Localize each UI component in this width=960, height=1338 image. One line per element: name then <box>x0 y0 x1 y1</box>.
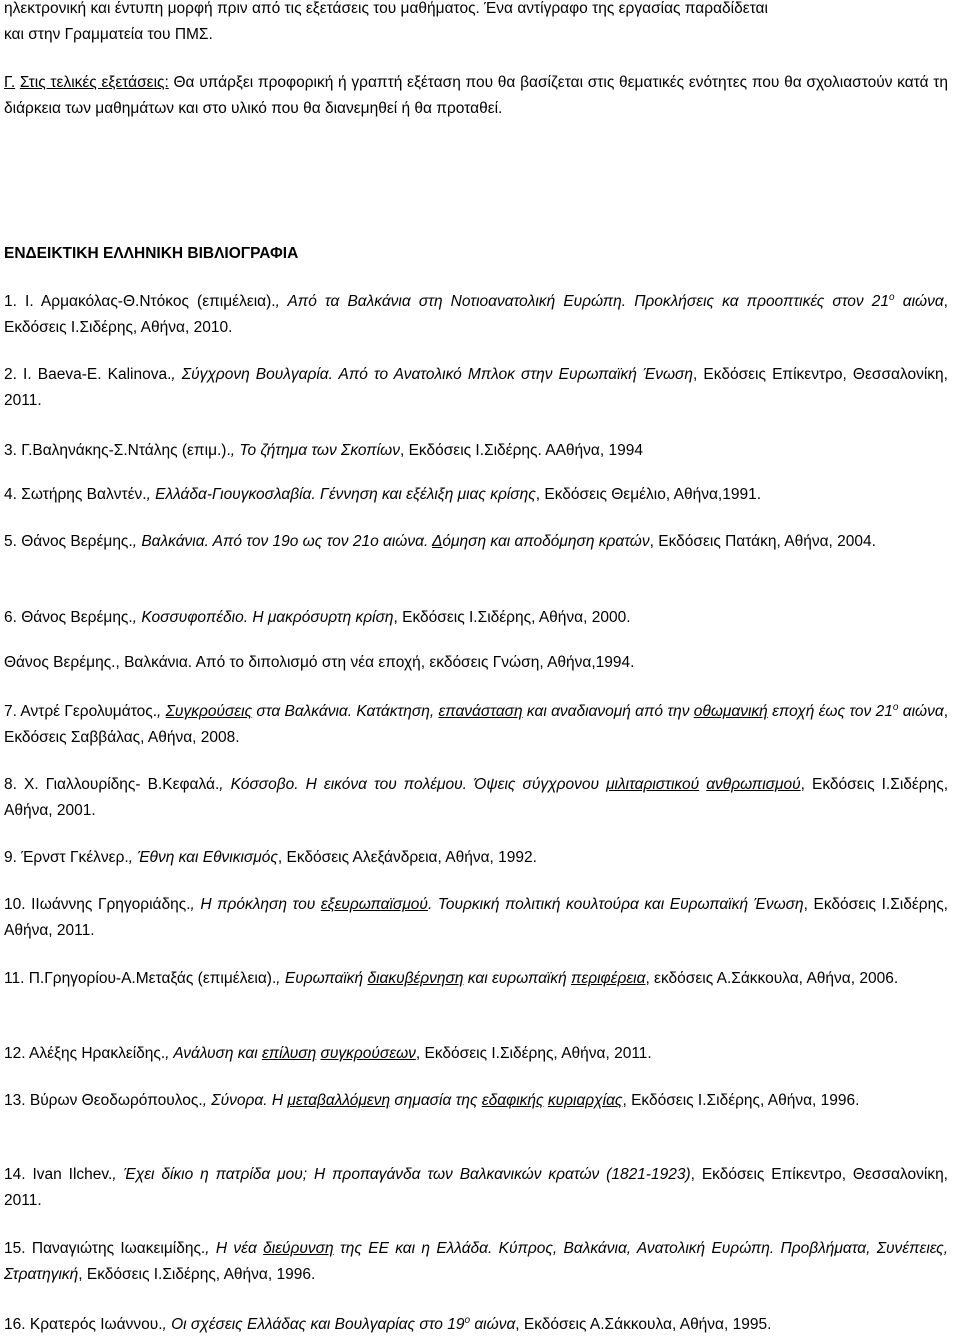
bib-entry-12: 12. Αλέξης Ηρακλείδης., Ανάλυση και επίλυση συγκρούσεων, Εκδόσεις Ι.Σιδέρης, Αθήνα, 2011. <box>4 1045 652 1062</box>
exam-label: Στις τελικές εξετάσεις: <box>19 74 169 91</box>
bib-entry-9: 9. Έρνστ Γκέλνερ., Έθνη και Εθνικισμός, Εκδόσεις Αλεξάνδρεια, Αθήνα, 1992. <box>4 849 537 866</box>
exam-text: Θα υπάρξει προφορική ή γραπτή εξέταση που θα βασίζεται στις θεματικές ενότητες που θα σχολιαστούν κατά τη διάρκεια των μαθημάτων και στο υλικό που θα διανεμηθεί ή θα προταθεί. <box>4 74 948 117</box>
intro-line-b: και στην Γραμματεία του ΠΜΣ. <box>4 26 213 43</box>
exam-letter: Γ. <box>4 74 16 91</box>
bib-entry-7: 7. Αντρέ Γερολυμάτος., Συγκρούσεις στα Βαλκάνια. Κατάκτηση, επανάσταση και αναδιανομή από την οθωμανική εποχή έως τον $21^o$ αιώνα, Εκδόσεις Σαββάλας, Αθήνα, 2008. <box>4 702 948 746</box>
bib-entry-2: 2. I. Baeva-E. Kalinova., Σύγχρονη Βουλγαρία. Από το Ανατολικό Μπλοκ στην Ευρωπαϊκή Ένωση, Εκδόσεις Επίκεντρο, Θεσσαλονίκη, 2011. <box>4 366 948 409</box>
bib-entry-4: 4. Σωτήρης Βαλντέν., Ελλάδα-Γιουγκοσλαβία. Γέννηση και εξέλιξη μιας κρίσης, Εκδόσεις Θεμέλιο, Αθήνα,1991. <box>4 486 762 503</box>
intro-line-a: ηλεκτρονική και έντυπη μορφή πριν από τις εξετάσεις του μαθήματος. Ένα αντίγραφο της εργασίας παραδίδεται <box>4 0 768 17</box>
bib-entry-14: 14. Ivan Ilchev., Έχει δίκιο η πατρίδα μου; Η προπαγάνδα των Βαλκανικών κρατών (1821-1923), Εκδόσεις Επίκεντρο, Θεσσαλονίκη, 2011. <box>4 1166 948 1209</box>
bib-entry-10: 10. ΙΙωάννης Γρηγοριάδης., Η πρόκληση του εξευρωπαϊσμού. Τουρκική πολιτική κουλτούρα και Ευρωπαϊκή Ένωση, Εκδόσεις Ι.Σιδέρης, Αθήνα, 2011. <box>4 896 948 939</box>
bib-entry-15: 15. Παναγιώτης Ιωακειμίδης., Η νέα διεύρυνση της ΕΕ και η Ελλάδα. Κύπρος, Βαλκάνια, Ανατολική Ευρώπη. Προβλήματα, Συνέπειες, Στρατηγική, Εκδόσεις Ι.Σιδέρης, Αθήνα, 1996. <box>4 1240 948 1283</box>
bibliography-heading: ΕΝΔΕΙΚΤΙΚΗ ΕΛΛΗΝΙΚΗ ΒΙΒΛΙΟΓΡΑΦΙΑ <box>4 245 299 262</box>
bib-entry-8: 8. Χ. Γιαλλουρίδης- Β.Κεφαλά., Κόσσοβο. Η εικόνα του πολέμου. Όψεις σύγχρονου μιλιταριστικού ανθρωπισμού, Εκδόσεις Ι.Σιδέρης, Αθήνα, 2001. <box>4 776 949 819</box>
bib-entry-13: 13. Βύρων Θεοδωρόπουλος., Σύνορα. Η μεταβαλλόμενη σημασία της εδαφικής κυριαρχίας, Εκδόσεις Ι.Σιδέρης, Αθήνα, 1996. <box>4 1092 860 1109</box>
bib-entry-6: 6. Θάνος Βερέμης., Κοσσυφοπέδιο. Η μακρόσυρτη κρίση, Εκδόσεις Ι.Σιδέρης, Αθήνα, 2000. <box>4 609 631 626</box>
final-exams-paragraph <box>4 70 948 122</box>
bib-entry-5: 5. Θάνος Βερέμης., Βαλκάνια. Από τον 19ο ως τον 21ο αιώνα. Δόμηση και αποδόμηση κρατών, Εκδόσεις Πατάκη, Αθήνα, 2004. <box>4 533 876 550</box>
bib-entry-16: 16. Κρατερός Ιωάννου., Οι σχέσεις Ελλάδας και Βουλγαρίας στο $19^o$ αιώνα, Εκδόσεις Α.Σάκκουλα, Αθήνα, 1995. <box>4 1315 772 1333</box>
bib-entry-3: 3. Γ.Βαληνάκης-Σ.Ντάλης (επιμ.)., Το ζήτημα των Σκοπίων, Εκδόσεις Ι.Σιδέρης. ΑΑθήνα, 1994 <box>4 442 643 459</box>
bib-entry-11: 11. Π.Γρηγορίου-Α.Μεταξάς (επιμέλεια)., Ευρωπαϊκή διακυβέρνηση και ευρωπαϊκή περιφέρεια, εκδόσεις Α.Σάκκουλα, Αθήνα, 2006. <box>4 970 899 987</box>
bib-entry-1: 1. Ι. Αρμακόλας-Θ.Ντόκος (επιμέλεια)., Από τα Βαλκάνια στη Νοτιοανατολική Ευρώπη. Προκλήσεις κα προοπτικές στον $21^o$ αιώνα, Εκδόσεις Ι.Σιδέρης, Αθήνα, 2010. <box>4 292 948 336</box>
bib-entry-6b: Θάνος Βερέμης., Βαλκάνια. Από το διπολισμό στη νέα εποχή, εκδόσεις Γνώση, Αθήνα,1994. <box>4 654 635 671</box>
